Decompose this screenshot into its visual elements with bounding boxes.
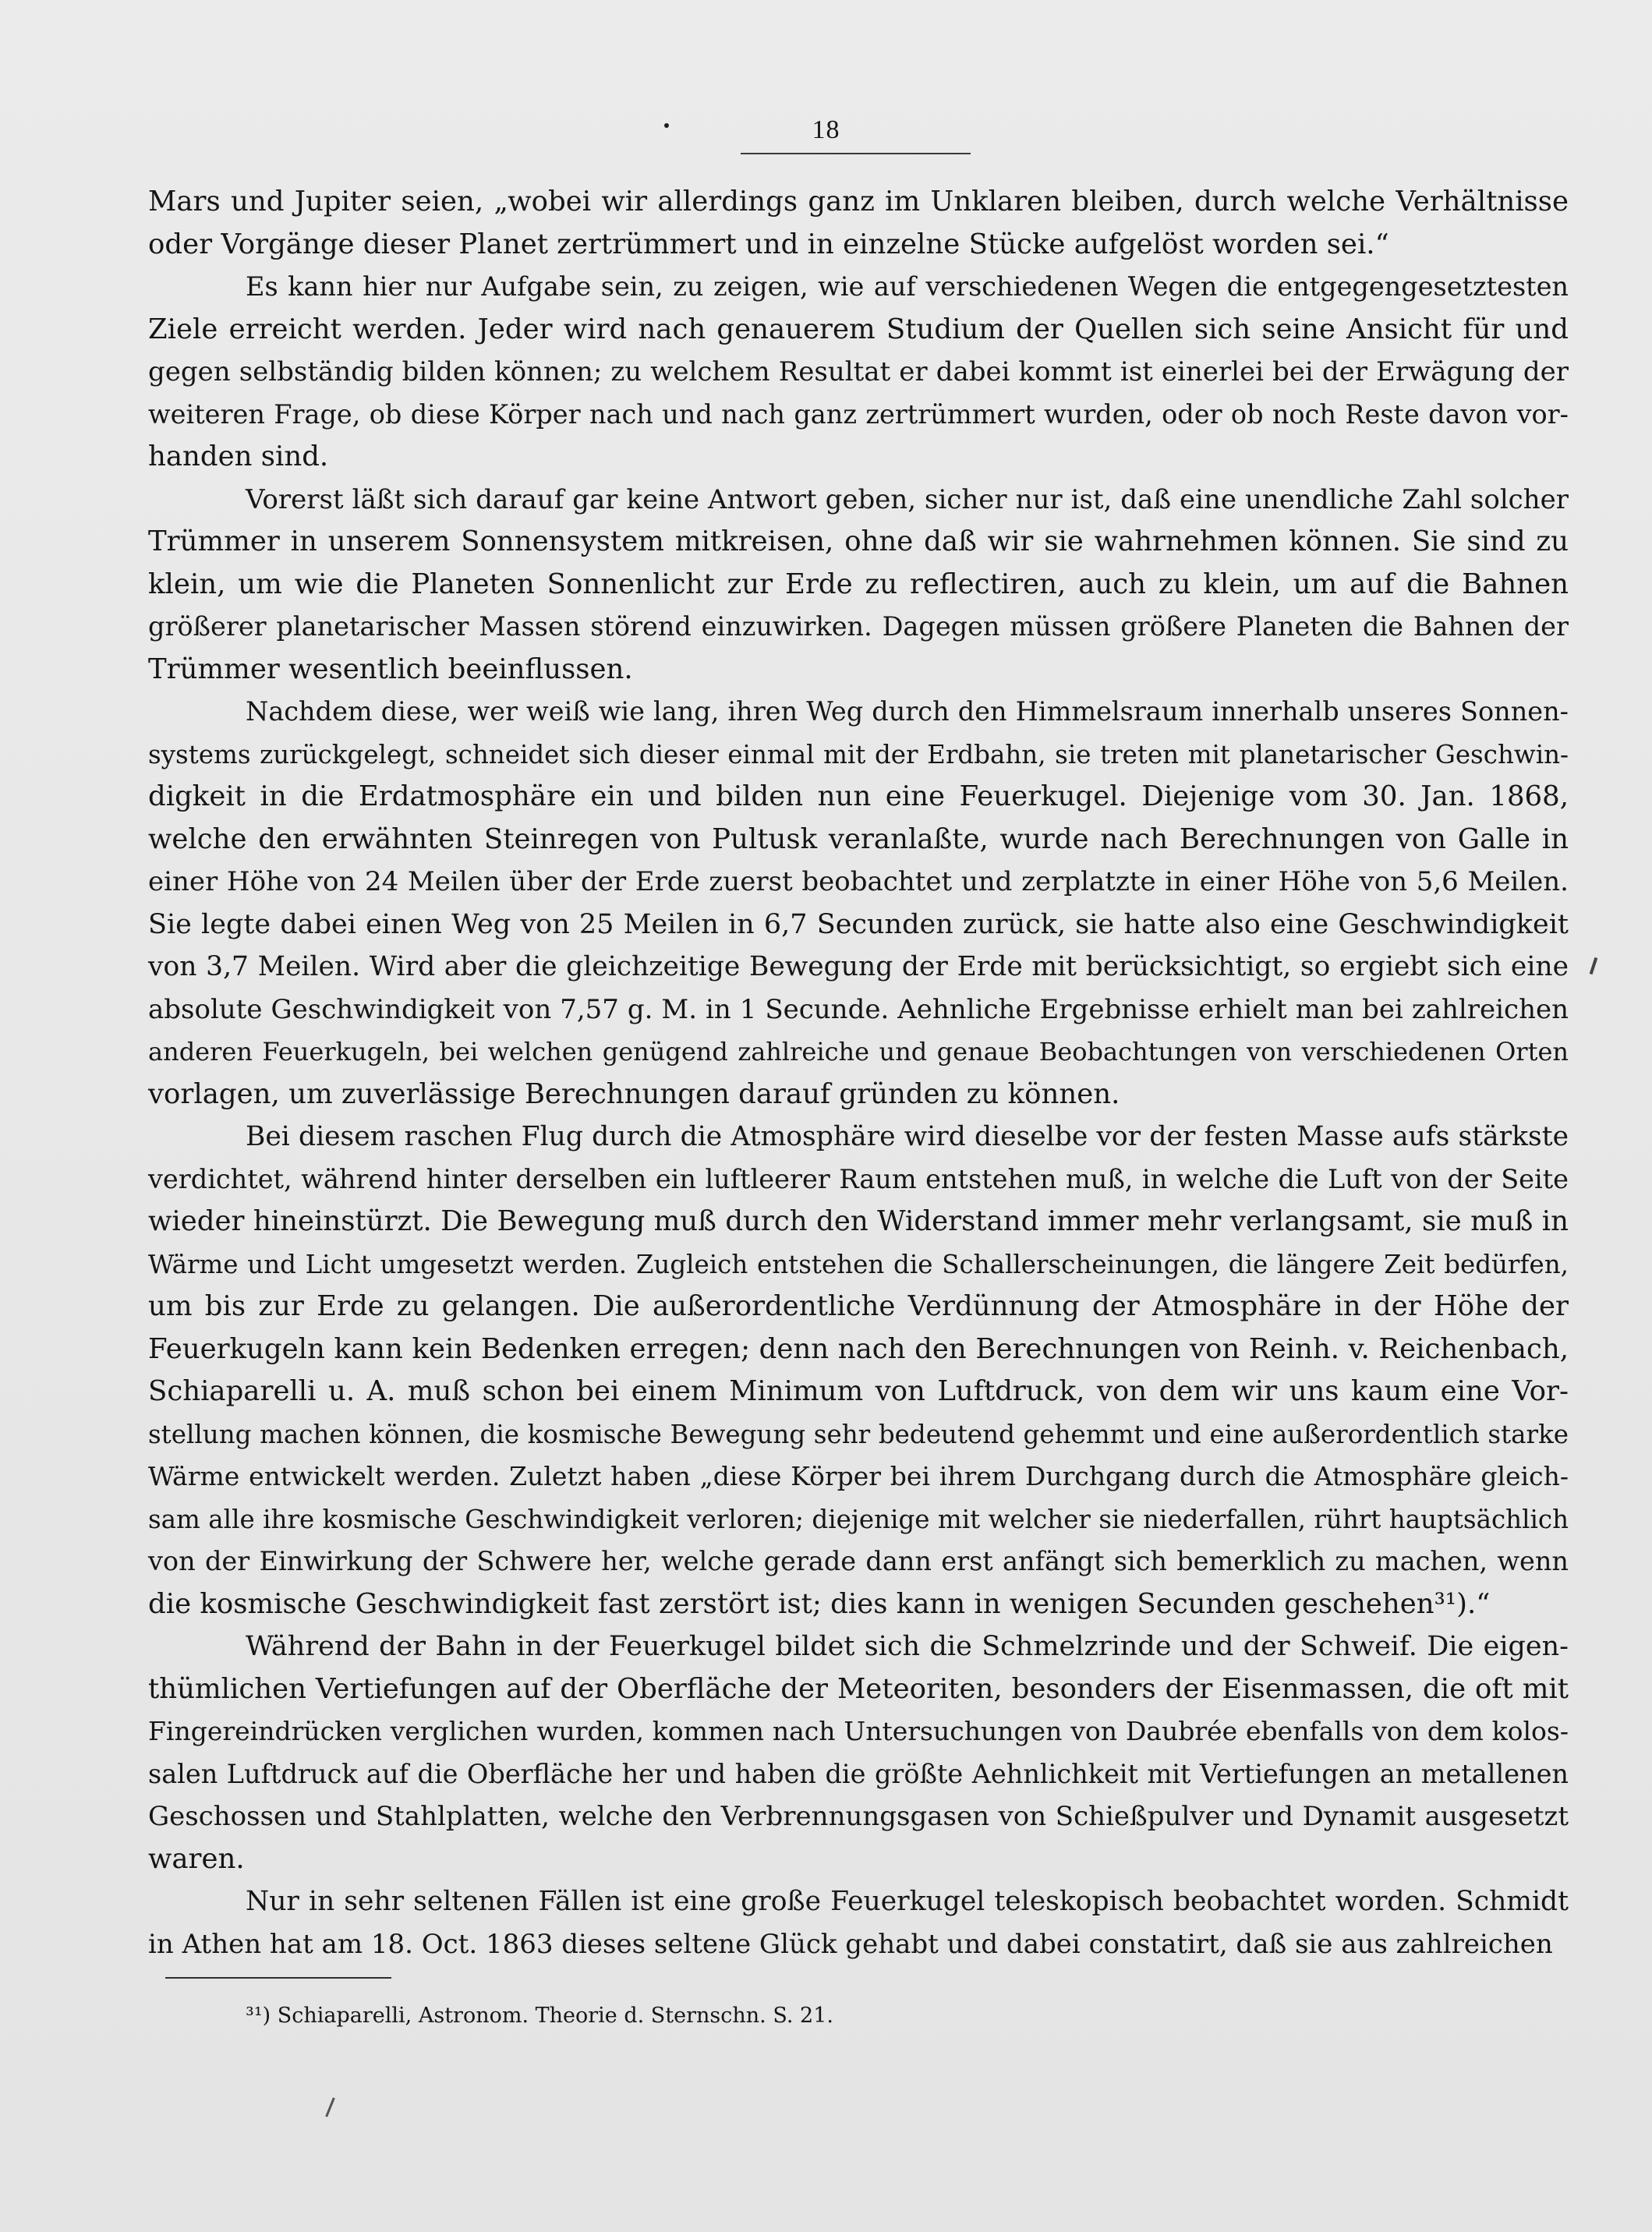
text-line: weiteren Frage, ob diese Körper nach und nach ganz zertrümmert wurden, oder ob noch Reste davon vor- [148, 398, 1569, 430]
text-line: verdichtet, während hinter derselben ein luftleerer Raum entstehen muß, in welche die Luft von der Seite [148, 1163, 1569, 1194]
text-line: die kosmische Geschwindigkeit fast zerstört ist; dies kann in wenigen Secunden geschehen³¹).“ [148, 1587, 1491, 1620]
text-line: welche den erwähnten Steinregen von Pultusk veranlaßte, wurde nach Berechnungen von Galle in [148, 822, 1569, 855]
text-line: Vorerst läßt sich darauf gar keine Antwort geben, sicher nur ist, daß eine unendliche Zahl solcher [246, 483, 1569, 515]
text-line: Wärme und Licht umgesetzt werden. Zugleich entstehen die Schallerscheinungen, die längere Zeit bedürfen, [148, 1249, 1569, 1279]
text-line: salen Luftdruck auf die Oberfläche her und haben die größte Aehnlichkeit mit Vertiefungen an metallenen [148, 1758, 1569, 1789]
footnote: ³¹) Schiaparelli, Astronom. Theorie d. Sternschn. S. 21. [246, 2004, 833, 2028]
text-line: klein, um wie die Planeten Sonnenlicht zur Erde zu reflectiren, auch zu klein, um auf die Bahnen [148, 568, 1569, 600]
body-text [148, 181, 1569, 1965]
text-line: handen sind. [148, 440, 329, 472]
page-number: 18 [812, 115, 840, 144]
text-line: anderen Feuerkugeln, bei welchen genügend zahlreiche und genaue Beobachtungen von verschiedenen Orten [148, 1037, 1569, 1066]
text-line: einer Höhe von 24 Meilen über der Erde zuerst beobachtet und zerplatzte in einer Höhe von 5,6 Meilen. [148, 866, 1569, 897]
text-line: wieder hineinstürzt. Die Bewegung muß durch den Widerstand immer mehr verlangsamt, sie muß in [148, 1205, 1569, 1237]
paragraph [148, 266, 1569, 479]
text-line: Trümmer in unserem Sonnensystem mitkreisen, ohne daß wir sie wahrnehmen können. Sie sind zu [148, 525, 1569, 557]
text-line: Geschossen und Stahlplatten, welche den Verbrennungsgasen von Schießpulver und Dynamit ausgesetzt [148, 1801, 1569, 1832]
margin-scribble [325, 2097, 335, 2117]
text-line: sam alle ihre kosmische Geschwindigkeit verloren; diejenige mit welcher sie niederfallen, rührt hauptsächlich [148, 1504, 1569, 1534]
text-line: gegen selbständig bilden können; zu welchem Resultat er dabei kommt ist einerlei bei der Erwägung der [148, 356, 1569, 387]
text-line: stellung machen können, die kosmische Bewegung sehr bedeutend gehemmt und eine außerordentlich starke [148, 1419, 1569, 1449]
footnote-rule [165, 1977, 391, 1979]
text-line: Bei diesem raschen Flug durch die Atmosphäre wird dieselbe vor der festen Masse aufs stärkste [246, 1121, 1569, 1152]
text-line: Fingereindrücken verglichen wurden, kommen nach Untersuchungen von Daubrée ebenfalls von dem kolos- [148, 1716, 1569, 1746]
paragraph [148, 1880, 1569, 1965]
text-line: systems zurückgelegt, schneidet sich dieser einmal mit der Erdbahn, sie treten mit planetarischer Geschwin- [148, 739, 1569, 769]
text-line: oder Vorgänge dieser Planet zertrümmert und in einzelne Stücke aufgelöst worden sei.“ [148, 228, 1389, 260]
paragraph [148, 479, 1569, 692]
paragraph [148, 1625, 1569, 1880]
paragraph [148, 1116, 1569, 1625]
text-line: absolute Geschwindigkeit von 7,57 g. M. in 1 Secunde. Aehnliche Ergebnisse erhielt man bei zahlreichen [148, 993, 1569, 1025]
text-line: in Athen hat am 18. Oct. 1863 dieses seltene Glück gehabt und dabei constatirt, daß sie aus zahlreichen [148, 1928, 1553, 1960]
text-line: Nur in sehr seltenen Fällen ist eine große Feuerkugel teleskopisch beobachtet worden. Schmidt [246, 1886, 1569, 1917]
text-line: Schiaparelli u. A. muß schon bei einem Minimum von Luftdruck, von dem wir uns kaum eine Vor- [148, 1375, 1569, 1407]
text-line: Sie legte dabei einen Weg von 25 Meilen in 6,7 Secunden zurück, sie hatte also eine Geschwindigkeit [148, 908, 1569, 940]
text-line: Ziele erreicht werden. Jeder wird nach genauerem Studium der Quellen sich seine Ansicht für und [148, 313, 1569, 345]
text-line: thümlichen Vertiefungen auf der Oberfläche der Meteoriten, besonders der Eisenmassen, die oft mit [148, 1672, 1569, 1705]
text-line: größerer planetarischer Massen störend einzuwirken. Dagegen müssen größere Planeten die Bahnen der [148, 611, 1569, 642]
paragraph [148, 181, 1569, 266]
text-line: von der Einwirkung der Schwere her, welche gerade dann erst anfängt sich bemerklich zu machen, wenn [148, 1546, 1569, 1576]
text-line: Mars und Jupiter seien, „wobei wir allerdings ganz im Unklaren bleiben, durch welche Verhältnisse [148, 186, 1569, 218]
text-line: waren. [148, 1842, 245, 1875]
text-line: Feuerkugeln kann kein Bedenken erregen; denn nach den Berechnungen von Reinh. v. Reichenbach, [148, 1332, 1569, 1365]
text-line: von 3,7 Meilen. Wird aber die gleichzeitige Bewegung der Erde mit berücksichtigt, so ergiebt sich eine [148, 951, 1569, 982]
header-rule [741, 153, 971, 154]
paragraph [148, 691, 1569, 1116]
text-line: um bis zur Erde zu gelangen. Die außerordentliche Verdünnung der Atmosphäre in der Höhe der [148, 1290, 1569, 1322]
text-line: Während der Bahn in der Feuerkugel bildet sich die Schmelzrinde und der Schweif. Die eigen- [246, 1631, 1569, 1662]
text-line: Nachdem diese, wer weiß wie lang, ihren Weg durch den Himmelsraum innerhalb unseres Sonnen- [246, 696, 1569, 727]
text-line: Trümmer wesentlich beeinflussen. [148, 653, 633, 685]
text-line: vorlagen, um zuverlässige Berechnungen darauf gründen zu können. [148, 1077, 1120, 1110]
text-line: Es kann hier nur Aufgabe sein, zu zeigen, wie auf verschiedenen Wegen die entgegengesetztesten [246, 271, 1569, 302]
text-line: Wärme entwickelt werden. Zuletzt haben „diese Körper bei ihrem Durchgang durch die Atmosphäre gleich- [148, 1461, 1569, 1491]
text-line: digkeit in die Erdatmosphäre ein und bilden nun eine Feuerkugel. Diejenige vom 30. Jan. 1868, [148, 780, 1569, 812]
margin-pencil-mark [1590, 957, 1598, 975]
